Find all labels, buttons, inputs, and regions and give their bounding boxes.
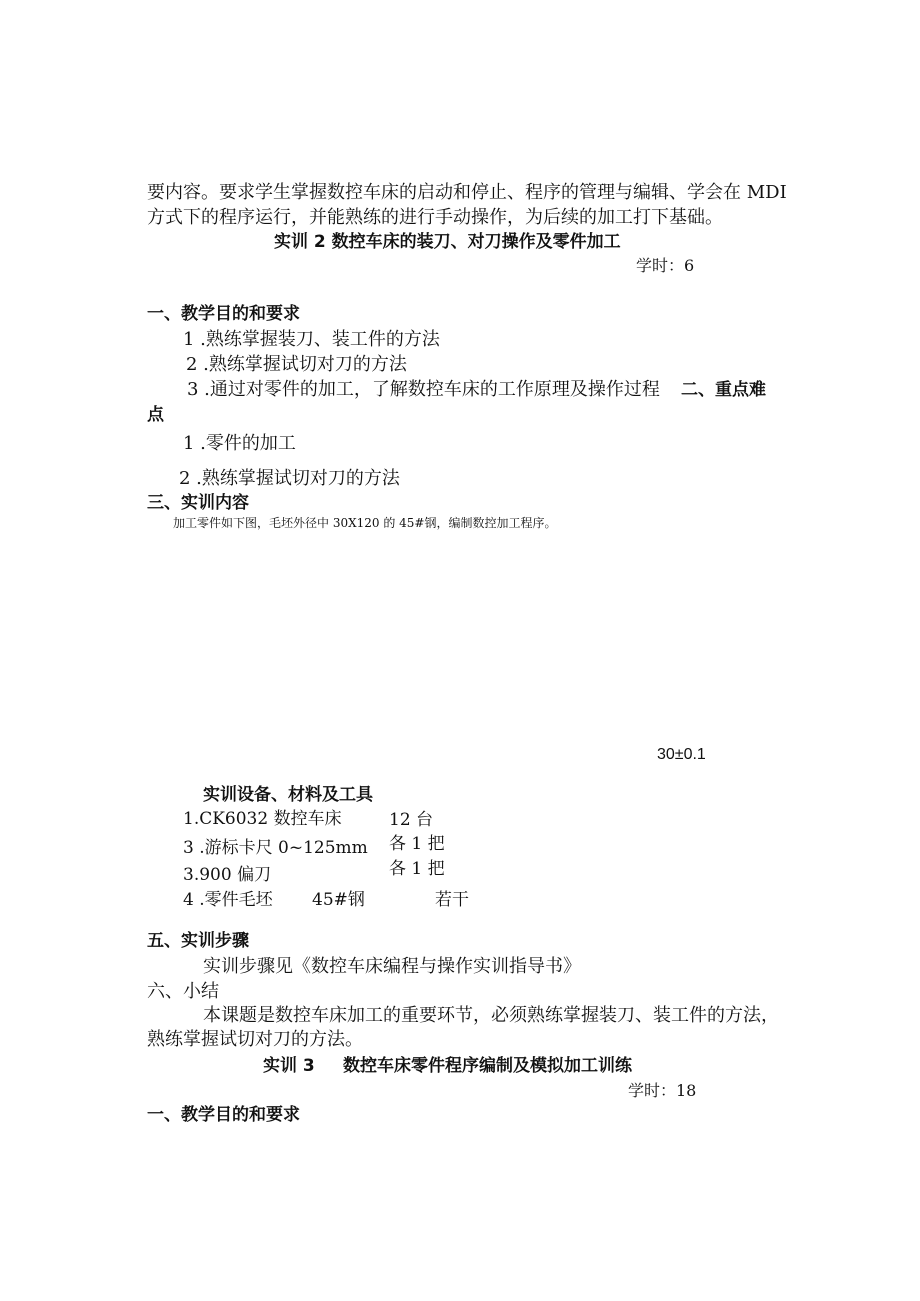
intro-line-1: 要内容。要求学生掌握数控车床的启动和停止、程序的管理与编辑、学会在 MDI [147,182,787,203]
equipment-item-2-name: 3 .游标卡尺 0~125mm [183,838,368,858]
equipment-item-4-qty: 若干 [435,890,469,910]
lab2-sec3-text: 加工零件如下图，毛坯外径中 30X120 的 45#钢，编制数控加工程序。 [173,516,557,530]
lab2-sec2-heading-b: 点 [147,405,164,425]
equipment-item-3-qty: 各 1 把 [389,859,445,879]
lab2-sec6-line-2: 熟练掌握试切对刀的方法。 [147,1029,363,1050]
lab2-sec1-item-3: 3 .通过对零件的加工，了解数控车床的工作原理及操作过程 [187,379,660,400]
intro-line-2: 方式下的程序运行，并能熟练的进行手动操作，为后续的加工打下基础。 [147,207,723,228]
lab3-hours: 学时：18 [628,1081,697,1100]
lab2-sec3-heading: 三、实训内容 [147,493,249,513]
lab2-sec5-text: 实训步骤见《数控车床编程与操作实训指导书》 [203,956,581,977]
equipment-item-4-name: 4 .零件毛坯 [183,890,273,910]
lab2-hours: 学时：6 [636,256,695,275]
lab2-sec2-item-1: 1 .零件的加工 [183,433,296,454]
lab2-sec6-line-1: 本课题是数控车床加工的重要环节，必须熟练掌握装刀、装工件的方法， [203,1005,779,1026]
lab2-sec4-heading: 实训设备、材料及工具 [203,785,373,805]
lab2-sec1-item-1: 1 .熟练掌握装刀、装工件的方法 [183,329,440,350]
lab3-sec1-heading: 一、教学目的和要求 [147,1105,300,1125]
equipment-item-1-qty: 12 台 [389,810,434,830]
lab2-title: 实训 2 数控车床的装刀、对刀操作及零件加工 [274,232,621,252]
drawing-dimension-label: 30±0.1 [657,746,706,763]
lab2-sec2-heading-a: 二、重点难 [681,380,766,400]
equipment-item-2-qty: 各 1 把 [389,834,445,854]
equipment-item-1-name: 1.CK6032 数控车床 [183,809,342,829]
equipment-item-4-material: 45#钢 [312,890,365,910]
equipment-item-3-name: 3.900 偏刀 [183,865,272,885]
lab2-sec2-item-2: 2 .熟练掌握试切对刀的方法 [179,468,400,489]
lab2-sec1-item-2: 2 .熟练掌握试切对刀的方法 [186,354,407,375]
lab2-sec5-heading: 五、实训步骤 [147,931,249,951]
lab3-title-text: 数控车床零件程序编制及模拟加工训练 [343,1056,632,1076]
lab2-sec1-heading: 一、教学目的和要求 [147,304,300,324]
lab2-sec6-heading: 六、小结 [147,981,219,1002]
lab3-title-number: 实训 3 [263,1056,315,1076]
